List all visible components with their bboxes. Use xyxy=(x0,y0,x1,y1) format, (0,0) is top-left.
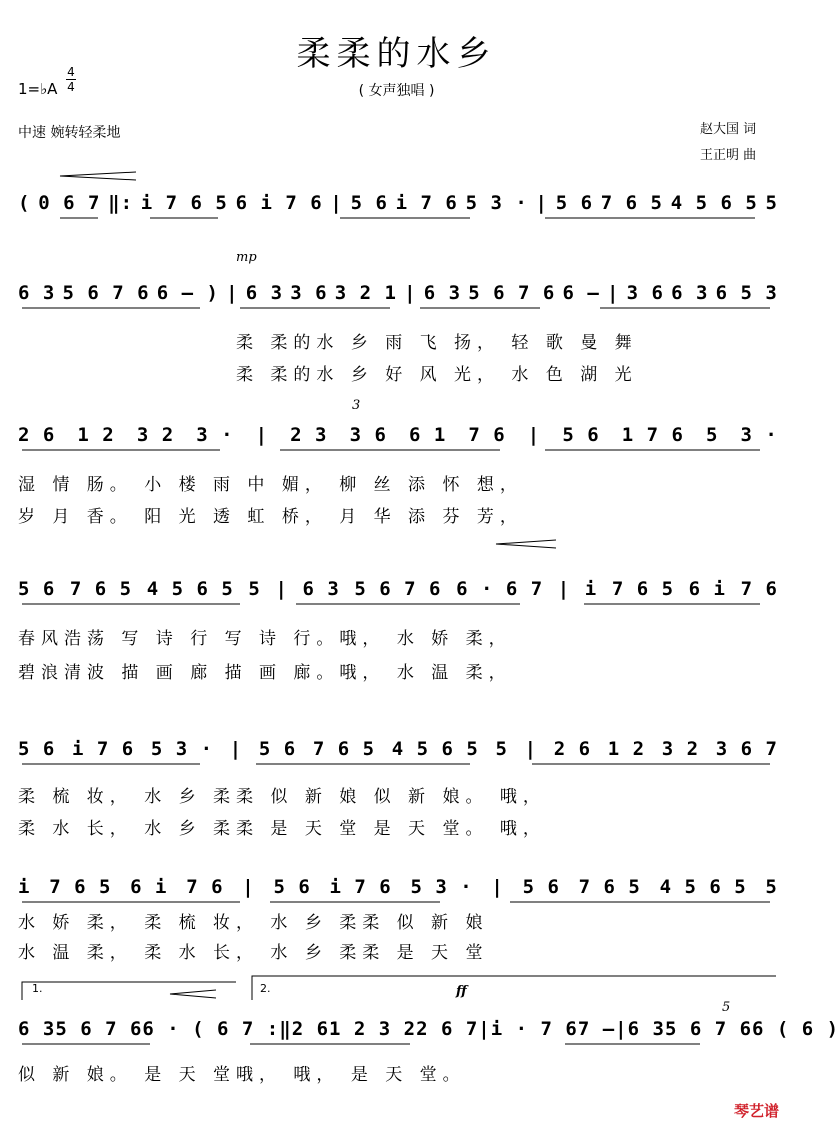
note-group: 3 2 1 xyxy=(334,282,397,304)
dynamic-mp: mp xyxy=(236,250,257,265)
note-group: 6 3 xyxy=(423,282,462,304)
note-group: 4 5 6 5 xyxy=(391,738,479,760)
note-group: 5 6 7 6 xyxy=(62,282,150,304)
note-group: 1 2 3 2 xyxy=(329,1018,417,1040)
note-group: 3 6 xyxy=(349,424,387,446)
note-group: 6 – xyxy=(562,282,600,304)
barline: | xyxy=(535,192,548,214)
note-group: 5 6 xyxy=(273,876,311,898)
lyric-verse-1: 春风浩荡 写 诗 行 写 诗 行。哦， 水 娇 柔， xyxy=(18,629,512,649)
grace-note-mark: 3 xyxy=(352,398,361,413)
barline: | xyxy=(527,424,541,446)
repeat-barline: ‖: xyxy=(108,192,134,214)
note-group: 2 6 xyxy=(291,1018,330,1040)
note-group: 5 6 xyxy=(18,578,56,600)
note-group: 5 6 xyxy=(18,738,56,760)
note-group: i 7 6 xyxy=(395,192,458,214)
note-group: 5 6 7 6 xyxy=(468,282,556,304)
note-group: 7 6 5 xyxy=(600,192,663,214)
second-ending-label: 2. xyxy=(260,982,271,995)
barline: | xyxy=(491,876,504,898)
note-group: 6 ( 6 ) xyxy=(752,1018,839,1040)
note-group: 3 · xyxy=(740,424,778,446)
time-top: 4 xyxy=(67,65,75,79)
note-group: i 7 6 xyxy=(72,738,135,760)
note-group: 5 6 xyxy=(522,876,560,898)
key-signature: 1=♭A xyxy=(18,80,58,98)
note-group: 2 3 xyxy=(290,424,328,446)
note-group: 5 3 · xyxy=(410,876,473,898)
note-group: 6 – ) xyxy=(156,282,219,304)
note-group: i 7 6 5 xyxy=(140,192,228,214)
note-group: 1 2 xyxy=(77,424,115,446)
barline: | xyxy=(404,282,417,304)
note-group: 7 6 xyxy=(186,876,224,898)
note-group: 5 6 xyxy=(555,192,594,214)
note-group: 5 xyxy=(765,876,778,898)
note-group: 5 xyxy=(495,738,508,760)
lyric-verse-2: 碧浪清波 描 画 廊 描 画 廊。哦， 水 温 柔， xyxy=(18,663,512,683)
lyric-verse-2: 柔 水 长， 水 乡 柔柔 是 天 堂 是 天 堂。 哦， xyxy=(18,819,546,839)
lyricist-credit: 赵大国 词 xyxy=(700,122,757,137)
note-group: 7 6 5 xyxy=(578,876,641,898)
note-group: 4 5 6 5 xyxy=(659,876,747,898)
barline: | xyxy=(255,424,269,446)
note-group: 7 6 5 xyxy=(49,876,112,898)
note-group: 7 – xyxy=(577,1018,616,1040)
note-group: 5 6 xyxy=(562,424,600,446)
note-group: 6 · 6 7 xyxy=(456,578,544,600)
crescendo-hairpin xyxy=(60,172,136,180)
note-group: 7 6 xyxy=(740,578,778,600)
note-group: 2 6 xyxy=(18,424,56,446)
note-group: 7 6 5 xyxy=(312,738,376,760)
note-group: 5 6 7 6 xyxy=(664,1018,753,1040)
note-group: 5 xyxy=(248,578,261,600)
note-group: 5 3 · xyxy=(150,738,214,760)
note-group: 7 6 5 xyxy=(611,578,675,600)
note-group: 1 7 6 xyxy=(621,424,684,446)
lyric-verse-2: 水 温 柔， 柔 水 长， 水 乡 柔柔 是 天 堂 xyxy=(18,943,489,963)
lyric-verse-1: 柔 梳 妆， 水 乡 柔柔 似 新 娘 似 新 娘。 哦， xyxy=(18,787,546,807)
crescendo-hairpin xyxy=(496,540,556,548)
barline: | xyxy=(478,1018,491,1040)
note-group: i 7 6 xyxy=(329,876,392,898)
note-group: 5 3 · xyxy=(465,192,528,214)
note-group: 2 6 7 xyxy=(416,1018,479,1040)
note-group: 3 6 7 xyxy=(715,738,778,760)
crescendo-hairpin xyxy=(170,990,216,998)
lyric-verse-1: 湿 情 肠。 小 楼 雨 中 媚， 柳 丝 添 怀 想， xyxy=(18,475,523,495)
note-group: 6 1 xyxy=(408,424,447,446)
note-group: 6 i xyxy=(130,876,168,898)
note-group: i · 7 6 xyxy=(490,1018,578,1040)
note-group: 2 6 xyxy=(553,738,592,760)
lyric-verse-1: 柔 柔的水 乡 雨 飞 扬， 轻 歌 曼 舞 xyxy=(236,333,638,353)
tempo-marking: 中速 婉转轻柔地 xyxy=(18,125,121,141)
note-group: 1 2 xyxy=(607,738,646,760)
barline: | xyxy=(607,282,620,304)
barline: | xyxy=(226,282,239,304)
note-group: 0 6 7 xyxy=(38,192,101,214)
note-group: 5 6 7 6 xyxy=(55,1018,143,1040)
second-ending-bracket xyxy=(252,976,776,1000)
barline: | xyxy=(615,1018,628,1040)
note-group: 3 6 xyxy=(626,282,664,304)
lyric-verse-1: 水 娇 柔， 柔 梳 妆， 水 乡 柔柔 似 新 娘 xyxy=(18,913,489,933)
lyric-verse-2: 岁 月 香。 阳 光 透 虹 桥， 月 华 添 芬 芳， xyxy=(18,507,523,527)
barline: | xyxy=(524,738,538,760)
note-group: 3 2 xyxy=(661,738,700,760)
note-group: 6 i xyxy=(688,578,726,600)
note-group: 7 6 xyxy=(468,424,506,446)
note-group: 5 6 7 6 xyxy=(354,578,442,600)
trill-mark: 5 xyxy=(722,1000,731,1015)
note-group: i xyxy=(584,578,598,600)
note-group: 6 3 xyxy=(18,282,56,304)
barline: | xyxy=(275,578,288,600)
note-group: 6 3 xyxy=(18,1018,56,1040)
barline: | xyxy=(242,876,255,898)
note-group: i xyxy=(18,876,31,898)
barline: | xyxy=(330,192,343,214)
note-group: 6 · ( 6 7 :‖ xyxy=(142,1018,292,1040)
note-group: 4 5 6 5 xyxy=(146,578,234,600)
note-group: 5 6 xyxy=(258,738,297,760)
note-group: 5 xyxy=(765,192,778,214)
note-group: 6 3 xyxy=(245,282,284,304)
first-ending-label: 1. xyxy=(32,982,43,995)
dynamic-ff: ff xyxy=(456,984,467,999)
barline: | xyxy=(229,738,243,760)
barline: | xyxy=(557,578,571,600)
lyric-verse-2: 柔 柔的水 乡 好 风 光， 水 色 湖 光 xyxy=(236,365,638,385)
note-group: 7 6 5 xyxy=(69,578,133,600)
note-group: 6 5 3 xyxy=(715,282,778,304)
song-title: 柔柔的水乡 xyxy=(296,34,497,74)
note-group: 3 2 xyxy=(136,424,175,446)
watermark-logo: 琴艺谱 xyxy=(733,1102,779,1120)
note-group: 6 3 xyxy=(302,578,340,600)
note-group: 6 3 xyxy=(671,282,709,304)
note-group: 3 · xyxy=(196,424,234,446)
note-group: 6 3 xyxy=(627,1018,665,1040)
note-group: 3 6 xyxy=(290,282,328,304)
composer-credit: 王正明 曲 xyxy=(700,148,757,163)
time-bottom: 4 xyxy=(67,80,75,94)
performance-note: ( 女声独唱 ) xyxy=(358,83,435,99)
note-group: 5 6 xyxy=(350,192,388,214)
lyric-verse-1: 似 新 娘。 是 天 堂哦， 哦， 是 天 堂。 xyxy=(18,1065,466,1085)
note-group: 4 5 6 5 xyxy=(670,192,758,214)
note-group: 6 i 7 6 xyxy=(235,192,323,214)
note-group: 5 xyxy=(706,424,719,446)
note-group: ( xyxy=(18,192,31,214)
